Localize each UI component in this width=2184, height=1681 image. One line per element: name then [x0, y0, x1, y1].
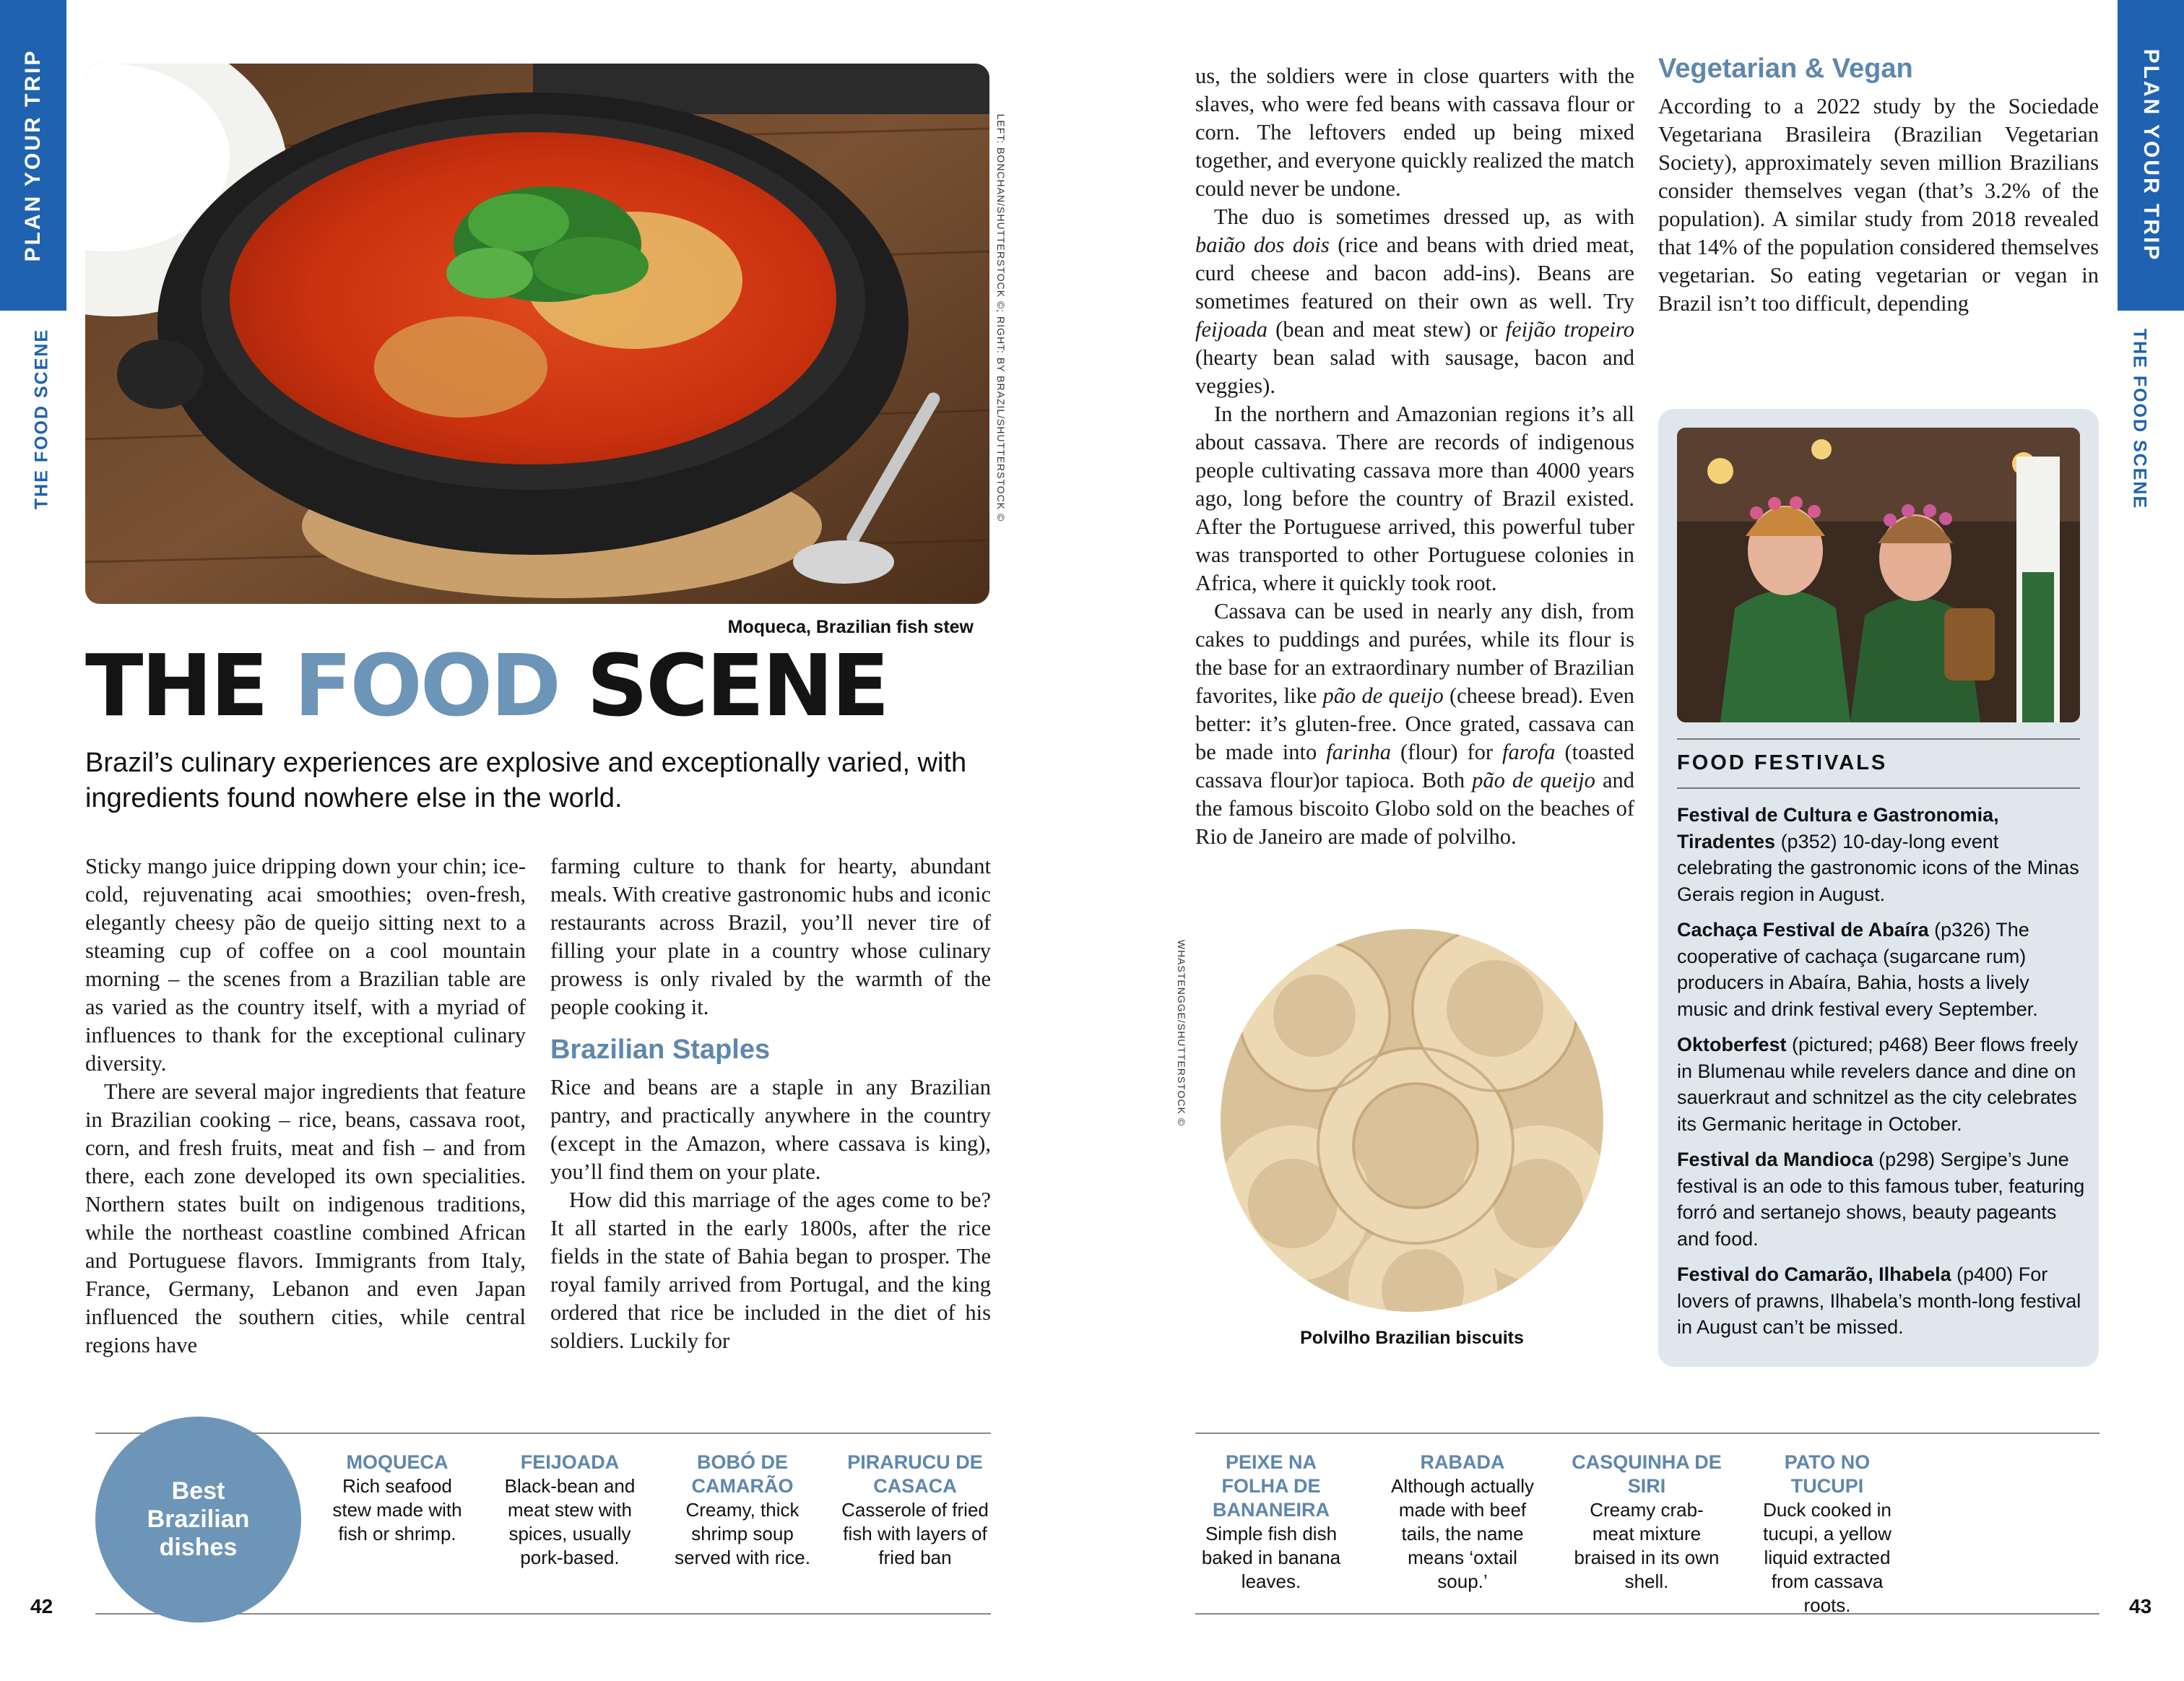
plan-your-trip-tab-left — [0, 0, 66, 311]
dish-item — [494, 1451, 646, 1570]
paragraph: The duo is sometimes dressed up, as with baião dos dois (rice and beans with dried meat, curd cheese and bacon add-ins). Beans are sometimes featured on their own as well. Try feijoada (bean and meat stew) or feijão tropeiro (hearty bean salad with sausage, bacon and veggies). — [1195, 204, 1635, 398]
tab-label-left: PLAN YOUR TRIP — [21, 48, 45, 262]
dish-name: PEIXE NA FOLHA DE BANANEIRA — [1213, 1451, 1330, 1521]
dish-item — [1387, 1451, 1538, 1594]
section-label-left: THE FOOD SCENE — [31, 328, 52, 510]
title-part-2: SCENE — [559, 636, 888, 735]
festival-item: Oktoberfest (pictured; p468) Beer flows freely in Blumenau while revelers dance and dine on sauerkraut and schnitzel as the city celebrates its Germanic heritage in October. — [1677, 1034, 2079, 1135]
body-column-3 — [1195, 62, 1634, 851]
festival-item: Cachaça Festival de Abaíra (p326) The cooperative of cachaça (sugarcane rum) producers in Abaíra, Bahia, hosts a lively music and drink festival every September. — [1677, 919, 2038, 1020]
plan-your-trip-tab-right — [2118, 0, 2184, 311]
festival-item: Festival de Cultura e Gastronomia, Tiradentes (p352) 10-day-long event celebrating the gastronomic icons of the Minas Gerais region in August. — [1677, 804, 2079, 905]
dish-name: RABADA — [1420, 1451, 1505, 1473]
dish-description: Creamy crab-meat mixture braised in its own shell. — [1574, 1499, 1720, 1592]
section-label-right: THE FOOD SCENE — [2129, 328, 2150, 510]
paragraph: Cassava can be used in nearly any dish, from cakes to puddings and purées, while its flour is the base for an extraordinary number of Brazilian favorites, like pão de queijo (cheese bread). Even better: it’s gluten-free. Once grated, cassava can be made into farinha (flour) for farofa (toasted cassava flour)or tapioca. Both pão de queijo and the famous biscoito Globo sold on the beaches of Rio de Janeiro are made of polvilho. — [1195, 599, 1634, 849]
dishes-rule-top-right — [1195, 1432, 2100, 1434]
subhead-brazilian-staples: Brazilian Staples — [550, 1034, 771, 1065]
oktoberfest-illustration — [1677, 428, 2080, 722]
dish-name: PATO NO TUCUPI — [1784, 1451, 1871, 1497]
paragraph: farming culture to thank for hearty, abundant meals. With creative gastronomic hubs and iconic restaurants across Brazil, you’ll never tire of filling your plate in a country whose culinary prowess is only rivaled by the warmth of the people cooking it. — [550, 854, 991, 1019]
dish-description: Casserole of fried fish with layers of fried ban — [841, 1499, 989, 1568]
moqueca-illustration — [85, 64, 989, 604]
festival-item: Festival do Camarão, Ilhabela (p400) For lovers of prawns, Ilhabela’s month-long festival in August can’t be missed. — [1677, 1263, 2081, 1338]
paragraph: According to a 2022 study by the Sociedade Vegetariana Brasileira (Brazilian Vegetarian Society), approximately seven million Brazilians consider themselves vegan (that’s 3.2% of the population). A similar study from 2018 revealed that 14% of the population considered themselves vegetarian. So eating vegetarian or vegan in Brazil isn’t too difficult, depending — [1658, 94, 2099, 316]
body-column-1 — [85, 852, 526, 1360]
dish-name: BOBÓ DE CAMARÃO — [691, 1451, 794, 1497]
festivals-list — [1677, 802, 2085, 1350]
main-photo-caption: Moqueca, Brazilian fish stew — [727, 617, 974, 637]
festival-item: Festival da Mandioca (p298) Sergipe’s June festival is an ode to this famous tuber, featuring forró and sertanejo shows, beauty pageants and food. — [1677, 1149, 2085, 1250]
dish-item — [1195, 1451, 1347, 1594]
dish-description: Simple fish dish baked in banana leaves. — [1201, 1523, 1341, 1592]
biscuit-photo-caption: Polvilho Brazilian biscuits — [1300, 1328, 1524, 1348]
tab-label-right: PLAN YOUR TRIP — [2139, 48, 2163, 262]
paragraph: How did this marriage of the ages come to be? It all started in the early 1800s, after the rice fields in the state of Bahia began to prosper. The royal family arrived from Portugal, and the king ordered that rice be included in the diet of his soldiers. Luckily for — [550, 1188, 991, 1353]
dish-item — [321, 1451, 473, 1546]
page-title — [85, 636, 888, 735]
dish-name: PIRARUCU DE CASACA — [847, 1451, 983, 1497]
body-column-2 — [550, 852, 991, 1355]
festivals-title: FOOD FESTIVALS — [1677, 751, 1888, 774]
polvilho-biscuits-photo — [1221, 929, 1603, 1312]
paragraph: In the northern and Amazonian regions it’s all about cassava. There are records of indigenous people cultivating cassava more than 4000 years ago, long before the country of Brazil existed. After the Portuguese arrived, this powerful tuber was transported to other Portuguese colonies in Africa, where it quickly took root. — [1195, 402, 1634, 595]
dish-description: Duck cooked in tucupi, a yellow liquid extracted from cassava roots. — [1763, 1499, 1892, 1616]
dish-item — [1571, 1451, 1722, 1594]
dish-name: FEIJOADA — [520, 1451, 620, 1473]
dish-description: Creamy, thick shrimp soup served with rice. — [675, 1499, 810, 1568]
page-number-left: 42 — [30, 1595, 53, 1617]
main-photo-credit: LEFT: BONCHAN/SHUTTERSTOCK ©; RIGHT: BY BRAZIL/SHUTTERSTOCK © — [995, 113, 1007, 522]
moqueca-photo — [85, 64, 989, 604]
oktoberfest-photo — [1677, 428, 2080, 722]
paragraph: Rice and beans are a staple in any Brazilian pantry, and practically anywhere in the country (except in the Amazon, where cassava is king), you’ll find them on your plate. — [550, 1075, 991, 1184]
best-dishes-label: Best Brazilian dishes — [147, 1477, 250, 1561]
dish-item — [839, 1451, 991, 1570]
dish-description: Rich seafood stew made with fish or shrimp. — [332, 1475, 462, 1544]
subhead-vegetarian-vegan: Vegetarian & Vegan — [1658, 53, 1913, 84]
paragraph: Sticky mango juice dripping down your chin; ice-cold, rejuvenating acai smoothies; oven-fresh, elegantly cheesy pão de queijo sitting next to a steaming cup of coffee on a cool mountain morning – the scenes from a Brazilian table are as varied as the country itself, with a myriad of influences to thank for the exceptional culinary diversity. — [85, 854, 526, 1076]
dish-description: Although actually made with beef tails, the name means ‘oxtail soup.’ — [1390, 1475, 1535, 1592]
dish-name: MOQUECA — [346, 1451, 448, 1473]
body-column-4 — [1658, 51, 2099, 318]
page-number-right: 43 — [2129, 1595, 2152, 1617]
title-accent: FOOD — [293, 636, 560, 735]
dish-item — [1751, 1451, 1903, 1617]
dishes-rule-bottom-right — [1195, 1613, 2100, 1615]
paragraph: us, the soldiers were in close quarters with the slaves, who were fed beans with cassava flour or corn. The leftovers ended up being mixed together, and everyone quickly realized the match could never be undone. — [1195, 64, 1634, 201]
festivals-divider — [1677, 787, 2080, 789]
intro-text: Brazil’s culinary experiences are explosive and exceptionally varied, with ingredients found nowhere else in the world. — [85, 748, 967, 813]
festivals-divider-top — [1677, 738, 2080, 740]
dish-description: Black-bean and meat stew with spices, usually pork-based. — [504, 1475, 636, 1568]
biscuits-illustration — [1221, 929, 1603, 1312]
dish-name: CASQUINHA DE SIRI — [1572, 1451, 1722, 1497]
best-dishes-badge — [95, 1417, 301, 1622]
title-part-1: THE — [85, 636, 294, 735]
dish-item — [667, 1451, 818, 1570]
biscuit-photo-credit: WHASTENGGE/SHUTTERSTOCK © — [1176, 939, 1187, 1127]
paragraph: There are several major ingredients that feature in Brazilian cooking – rice, beans, cassava root, corn, and fresh fruits, meat and fish – and from there, each zone developed its own specialities. Northern states built on indigenous traditions, while the northeast coastline combined African and Portuguese flavors. Immigrants from Italy, France, Germany, Lebanon and even Japan influenced the southern cities, while central regions have — [85, 1079, 526, 1357]
